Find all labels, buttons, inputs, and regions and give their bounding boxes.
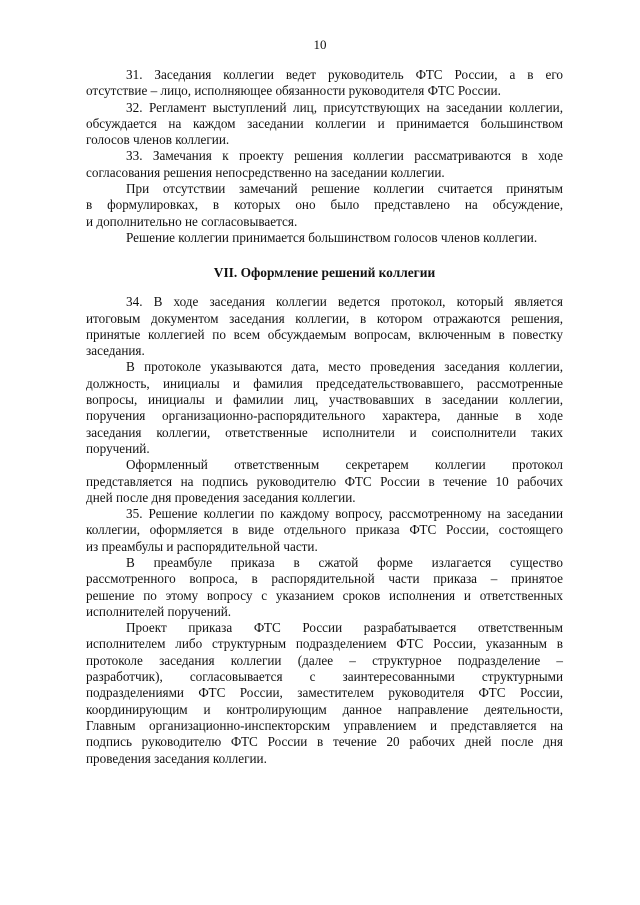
- text-line: подпись руководителю ФТС России в течение 20 рабочих дней после дня: [86, 734, 563, 750]
- text-line: рассмотренного вопроса, в распорядительной части приказа – принятое: [86, 571, 563, 587]
- text-line: разработчик), согласовывается с заинтересованными структурными: [86, 669, 563, 685]
- text-line: В протоколе указываются дата, место проведения заседания коллегии,: [126, 359, 563, 375]
- text-line: отсутствие – лицо, исполняющее обязанности руководителя ФТС России.: [86, 83, 501, 99]
- paragraph: [86, 181, 563, 230]
- text-line: 31. Заседания коллегии ведет руководитель ФТС России, а в его: [126, 67, 563, 82]
- document-body: [86, 67, 563, 767]
- text-line: и дополнительно не согласовывается.: [86, 213, 298, 229]
- text-line: При отсутствии замечаний решение коллегии считается принятым: [126, 181, 563, 197]
- text-line: согласования решения непосредственно на заседании коллегии.: [86, 164, 445, 180]
- text-line: Оформленный ответственным секретарем коллегии протокол: [126, 457, 563, 473]
- text-line: из преамбулы и распорядительной части.: [86, 538, 318, 554]
- paragraph: [86, 506, 563, 555]
- paragraph: [86, 148, 563, 181]
- text-line: принятые коллегией по всем обсуждаемым вопросам, включенным в повестку: [86, 326, 563, 342]
- paragraph: [86, 100, 563, 149]
- text-line: проведения заседания коллегии.: [86, 750, 267, 766]
- text-line: протоколе заседания коллегии (далее – структурное подразделение –: [86, 652, 563, 668]
- text-line: в формулировках, в которых оно было представлено на обсуждение,: [86, 197, 563, 213]
- paragraph: [86, 67, 563, 100]
- text-line: Решение коллегии принимается большинством голосов членов коллегии.: [126, 229, 538, 245]
- text-line: Главным организационно-инспекторским управлением и представляется на: [86, 717, 563, 733]
- text-line: представляется на подпись руководителю ФТС России в течение 10 рабочих: [86, 473, 563, 489]
- text-line: В преамбуле приказа в сжатой форме излагается существо: [126, 555, 563, 570]
- text-line: исполнителей поручений.: [86, 603, 232, 619]
- paragraph: [86, 294, 563, 359]
- paragraph: [86, 620, 563, 767]
- text-line: поручений.: [86, 440, 150, 456]
- text-line: итоговым документом заседания коллегии, в котором отражаются решения,: [86, 310, 563, 326]
- paragraphs-before: [86, 67, 563, 246]
- text-line: исполнителем либо структурным подразделением ФТС России, указанным в: [86, 636, 563, 652]
- text-line: поручения организационно-распорядительного характера, данные в ходе: [86, 408, 563, 424]
- text-line: дней после дня проведения заседания коллегии.: [86, 489, 356, 505]
- text-line: коллегии, оформляется в виде отдельного приказа ФТС России, состоящего: [86, 522, 563, 538]
- section-heading: VII. Оформление решений коллегии: [213, 265, 436, 281]
- text-line: заседания коллегии, ответственные исполнители и соисполнители таких: [86, 424, 563, 440]
- text-line: координирующим и контролирующим данное направление деятельности,: [86, 701, 563, 717]
- text-line: решение по этому вопросу с указанием сроков исполнения и ответственных: [86, 587, 563, 603]
- paragraphs-after: [86, 294, 563, 767]
- text-line: должность, инициалы и фамилия председательствовавшего, рассмотренные: [86, 375, 563, 391]
- paragraph: [86, 230, 563, 246]
- text-line: 35. Решение коллегии по каждому вопросу, рассмотренному на заседании: [126, 506, 563, 522]
- text-line: 34. В ходе заседания коллегии ведется протокол, который является: [126, 294, 563, 310]
- text-line: 33. Замечания к проекту решения коллегии рассматриваются в ходе: [126, 148, 563, 164]
- text-line: 32. Регламент выступлений лиц, присутствующих на заседании коллегии,: [126, 99, 563, 115]
- text-line: голосов членов коллегии.: [86, 132, 230, 148]
- text-line: обсуждается на каждом заседании коллегии и принимается большинством: [86, 115, 563, 131]
- text-line: заседания.: [86, 343, 145, 359]
- text-line: подразделениями ФТС России, заместителем руководителя ФТС России,: [86, 685, 563, 701]
- paragraph: [86, 457, 563, 506]
- text-line: Проект приказа ФТС России разрабатывается ответственным: [126, 620, 563, 636]
- text-line: вопросы, инициалы и фамилии лиц, участвовавших в заседании коллегии,: [86, 392, 563, 408]
- paragraph: [86, 359, 563, 457]
- page-number: 10: [313, 37, 327, 52]
- paragraph: [86, 555, 563, 620]
